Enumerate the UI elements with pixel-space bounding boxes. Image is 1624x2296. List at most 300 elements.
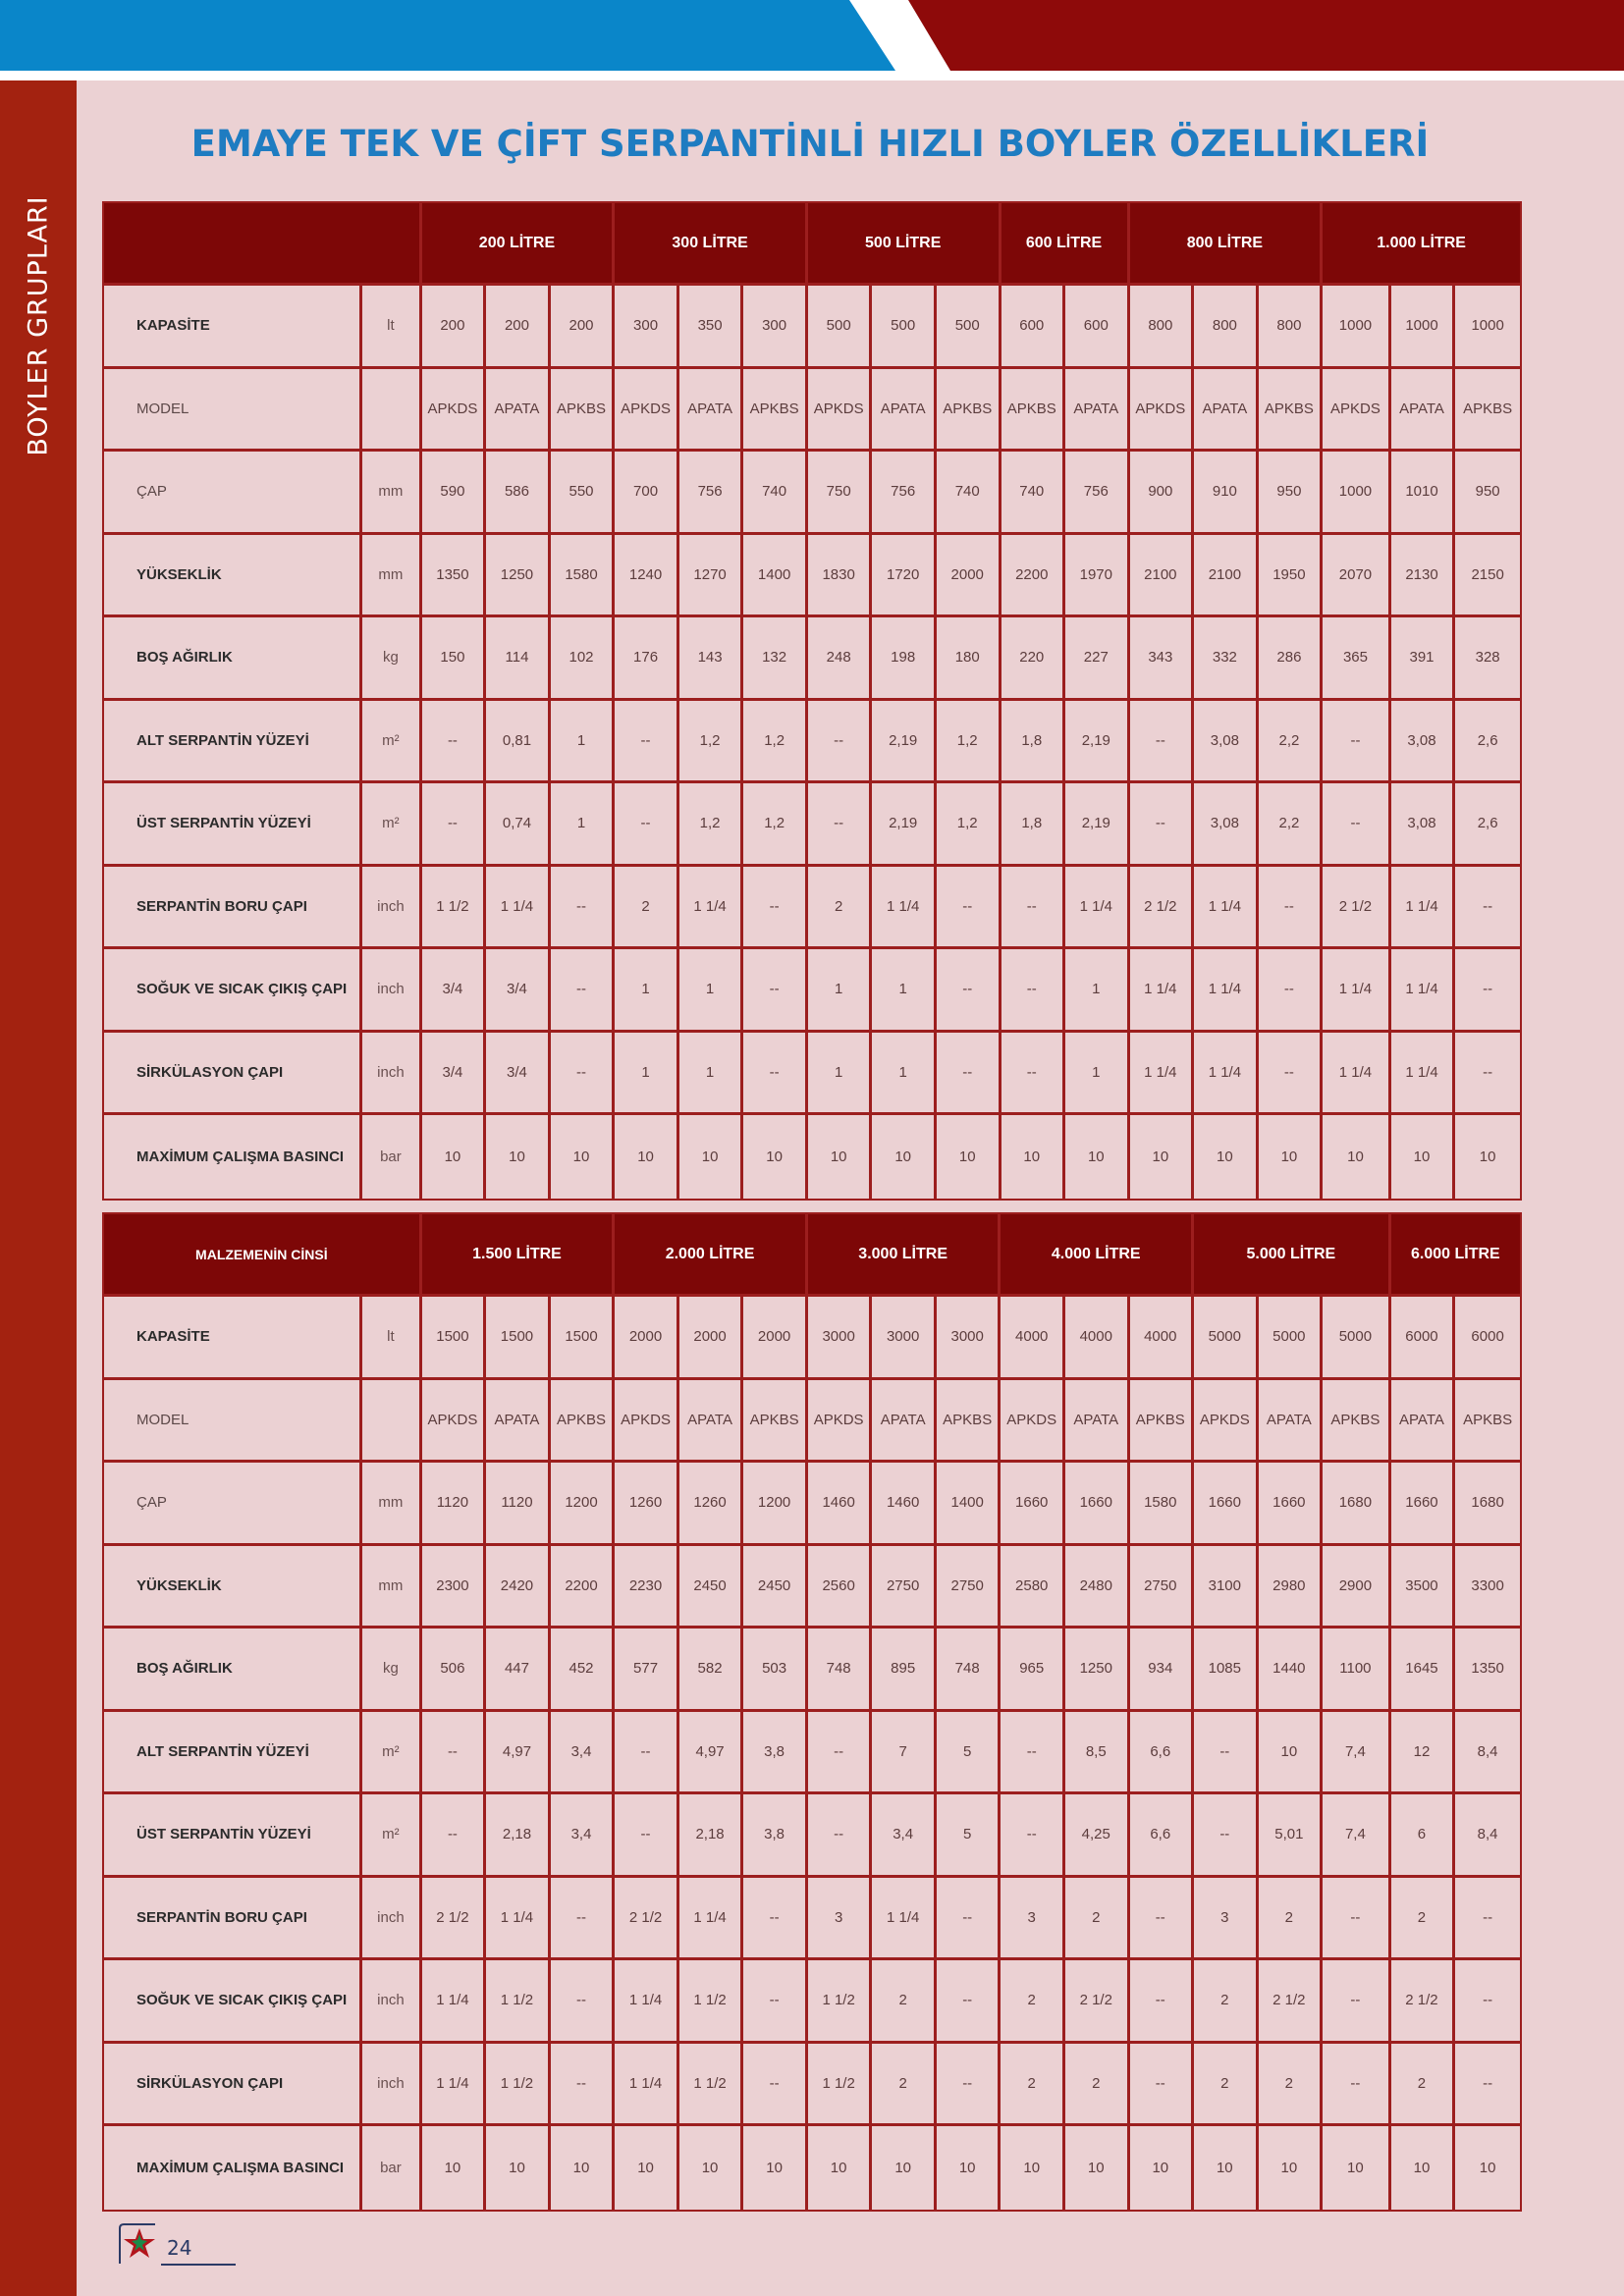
table-cell: 800 (1194, 286, 1259, 369)
table-cell: 10 (1323, 1115, 1391, 1199)
table-cell: 934 (1130, 1629, 1195, 1712)
table-cell: -- (422, 1794, 487, 1878)
table-cell: 343 (1130, 617, 1195, 701)
table-cell: 6,6 (1130, 1712, 1195, 1795)
table-cell: 176 (615, 617, 679, 701)
table-cell: 900 (1130, 452, 1195, 535)
table-1-group-header: 600 LİTRE (1001, 203, 1130, 286)
table-cell: APKBS (1130, 1380, 1195, 1464)
table-cell: 332 (1194, 617, 1259, 701)
table-cell: -- (1130, 2044, 1195, 2127)
table-cell: 10 (743, 2126, 808, 2210)
table-cell: 5 (937, 1712, 1001, 1795)
table-cell: 1010 (1391, 452, 1456, 535)
table-cell: -- (1455, 1033, 1520, 1116)
table-cell: 2,2 (1259, 783, 1324, 867)
table-cell: 2000 (679, 1297, 744, 1380)
table-cell: 10 (422, 2126, 487, 2210)
table-cell: 2750 (872, 1546, 937, 1629)
table-cell: 300 (615, 286, 679, 369)
table-cell: 1 1/4 (486, 867, 551, 950)
table-cell: APKDS (808, 369, 873, 453)
table-cell: 1 1/4 (615, 1960, 679, 2044)
row-unit (362, 1380, 422, 1464)
table-cell: 1 1/4 (486, 1878, 551, 1961)
page-title: EMAYE TEK VE ÇİFT SERPANTİNLİ HIZLI BOYLER ÖZELLİKLERİ (190, 123, 1430, 165)
table-cell: 4000 (1065, 1297, 1130, 1380)
table-cell: 500 (808, 286, 873, 369)
table-cell: 1500 (551, 1297, 616, 1380)
row-label: ALT SERPANTİN YÜZEYİ (104, 1712, 362, 1795)
table-cell: 0,81 (486, 701, 551, 784)
table-cell: APKBS (1455, 369, 1520, 453)
table-cell: 2300 (422, 1546, 487, 1629)
table-cell: 1 1/2 (808, 2044, 873, 2127)
table-cell: APATA (679, 1380, 744, 1464)
table-cell: 2 1/2 (422, 1878, 487, 1961)
table-cell: 1 (551, 701, 616, 784)
table-cell: APKDS (615, 1380, 679, 1464)
table-cell: -- (1259, 867, 1324, 950)
table-cell: 550 (551, 452, 616, 535)
table-cell: 500 (937, 286, 1001, 369)
table-cell: 1 1/2 (422, 867, 487, 950)
table-cell: 10 (1259, 1115, 1324, 1199)
table-cell: 1 1/4 (1194, 1033, 1259, 1116)
table-cell: 748 (808, 1629, 873, 1712)
table-cell: 286 (1259, 617, 1324, 701)
table-2-body (104, 1297, 1520, 2210)
table-cell: 2 1/2 (1065, 1960, 1130, 2044)
row-unit: inch (362, 1878, 422, 1961)
table-cell: 2,19 (872, 701, 937, 784)
table-cell: -- (1001, 949, 1066, 1033)
table-cell: 328 (1455, 617, 1520, 701)
table-cell: APKBS (1323, 1380, 1391, 1464)
table-cell: 1270 (679, 535, 744, 618)
table-cell: 3/4 (486, 1033, 551, 1116)
table-cell: 3,8 (743, 1794, 808, 1878)
table-cell: 1660 (1259, 1463, 1324, 1546)
table-cell: 2100 (1194, 535, 1259, 618)
row-unit: mm (362, 1463, 422, 1546)
table-cell: 748 (937, 1629, 1001, 1712)
table-cell: APATA (1194, 369, 1259, 453)
table-row (104, 1463, 1520, 1546)
table-cell: 2150 (1455, 535, 1520, 618)
table-cell: 200 (486, 286, 551, 369)
row-label: ÇAP (104, 1463, 362, 1546)
table-cell: 1,8 (1001, 701, 1066, 784)
table-cell: 1660 (1001, 1463, 1065, 1546)
table-cell: 3,08 (1194, 701, 1259, 784)
table-cell: 1,2 (937, 783, 1001, 867)
table-cell: 2480 (1065, 1546, 1130, 1629)
table-cell: 1680 (1455, 1463, 1520, 1546)
table-cell: 2 (1065, 1878, 1130, 1961)
table-cell: 1350 (1455, 1629, 1520, 1712)
table-cell: 1 1/2 (679, 1960, 744, 2044)
table-cell: 2,19 (1065, 701, 1130, 784)
table-row (104, 1380, 1520, 1464)
table-2-group-header: 1.500 LİTRE (422, 1214, 616, 1297)
table-cell: 1 (615, 1033, 679, 1116)
row-label: KAPASİTE (104, 1297, 362, 1380)
banner-graphic (0, 0, 1624, 79)
table-cell: 1645 (1391, 1629, 1456, 1712)
table-cell: APATA (486, 369, 551, 453)
table-cell: 500 (872, 286, 937, 369)
table-cell: 2980 (1259, 1546, 1324, 1629)
table-2-group-header: 5.000 LİTRE (1194, 1214, 1391, 1297)
table-cell: 1440 (1259, 1629, 1324, 1712)
row-unit: kg (362, 1629, 422, 1712)
table-cell: 6000 (1391, 1297, 1456, 1380)
table-cell: 10 (486, 2126, 551, 2210)
table-cell: 10 (551, 2126, 616, 2210)
table-cell: APATA (1259, 1380, 1324, 1464)
table-cell: -- (551, 1033, 616, 1116)
row-label: SİRKÜLASYON ÇAPI (104, 1033, 362, 1116)
table-cell: -- (1323, 1878, 1391, 1961)
table-cell: -- (808, 1712, 873, 1795)
table-cell: 2580 (1001, 1546, 1065, 1629)
table-cell: 1200 (551, 1463, 616, 1546)
table-cell: 391 (1391, 617, 1456, 701)
table-cell: 1660 (1194, 1463, 1259, 1546)
table-cell: 3,08 (1391, 701, 1456, 784)
table-cell: 3,08 (1194, 783, 1259, 867)
row-unit: mm (362, 452, 422, 535)
table-cell: -- (1001, 1033, 1066, 1116)
table-cell: 1970 (1065, 535, 1130, 618)
table-row (104, 1878, 1520, 1961)
table-cell: 1 1/4 (1323, 1033, 1391, 1116)
table-cell: APKDS (422, 369, 487, 453)
table-cell: 6,6 (1130, 1794, 1195, 1878)
table-cell: 2200 (551, 1546, 616, 1629)
star-logo-icon (116, 2220, 163, 2268)
table-cell: 3000 (808, 1297, 873, 1380)
table-cell: 6000 (1455, 1297, 1520, 1380)
table-1-group-header: 800 LİTRE (1130, 203, 1324, 286)
table-row (104, 1297, 1520, 1380)
table-cell: 2750 (1130, 1546, 1195, 1629)
table-2-header-row (104, 1214, 1520, 1297)
table-cell: 1 1/4 (679, 867, 744, 950)
table-row (104, 1794, 1520, 1878)
table-cell: 10 (808, 2126, 873, 2210)
row-label: KAPASİTE (104, 286, 362, 369)
table-cell: APKDS (1001, 1380, 1065, 1464)
table-cell: 350 (679, 286, 744, 369)
table-cell: 1950 (1259, 535, 1324, 618)
table-cell: 10 (1065, 2126, 1130, 2210)
table-cell: 150 (422, 617, 487, 701)
table-cell: 1 1/4 (679, 1878, 744, 1961)
table-cell: APATA (486, 1380, 551, 1464)
row-label: BOŞ AĞIRLIK (104, 617, 362, 701)
row-unit: mm (362, 535, 422, 618)
table-cell: 447 (486, 1629, 551, 1712)
table-cell: -- (808, 1794, 873, 1878)
table-cell: -- (743, 1878, 808, 1961)
table-cell: 1,2 (679, 701, 744, 784)
table-cell: 1000 (1323, 452, 1391, 535)
table-cell: 1 1/4 (872, 1878, 937, 1961)
table-cell: -- (743, 949, 808, 1033)
table-cell: 10 (679, 2126, 744, 2210)
table-cell: 2 (1001, 1960, 1065, 2044)
table-cell: 577 (615, 1629, 679, 1712)
table-2-group-header: 4.000 LİTRE (1001, 1214, 1194, 1297)
table-cell: 198 (872, 617, 937, 701)
table-cell: 1 (679, 1033, 744, 1116)
table-cell: 2230 (615, 1546, 679, 1629)
table-cell: 895 (872, 1629, 937, 1712)
table-cell: 2 (615, 867, 679, 950)
table-cell: 1250 (1065, 1629, 1130, 1712)
table-cell: 2,6 (1455, 701, 1520, 784)
table-cell: 10 (1479, 1148, 1496, 1165)
table-cell: 1 (615, 949, 679, 1033)
table-cell: 2 (1194, 2044, 1259, 2127)
table-cell: -- (615, 783, 679, 867)
table-2-group-header: 3.000 LİTRE (808, 1214, 1001, 1297)
table-cell: -- (1001, 867, 1066, 950)
table-cell: APKDS (1130, 369, 1195, 453)
table-cell: 1400 (937, 1463, 1001, 1546)
table-cell: 10 (937, 1115, 1001, 1199)
table-cell: APKDS (1323, 369, 1391, 453)
table-row (104, 1546, 1520, 1629)
table-1-header-label (104, 203, 422, 286)
row-unit: m² (362, 783, 422, 867)
table-cell: 1830 (808, 535, 873, 618)
table-cell: APATA (1391, 1380, 1456, 1464)
row-label: MODEL (104, 369, 362, 453)
table-cell: 2 (1391, 2044, 1456, 2127)
table-cell: 1240 (615, 535, 679, 618)
table-cell: 1580 (551, 535, 616, 618)
table-cell: 1 1/2 (486, 1960, 551, 2044)
table-row (104, 1115, 1520, 1199)
table-cell: 3100 (1194, 1546, 1259, 1629)
table-cell: 2,19 (1065, 783, 1130, 867)
table-cell: 2 (1194, 1960, 1259, 2044)
table-cell: -- (808, 701, 873, 784)
table-cell: 10 (808, 1115, 873, 1199)
table-cell: 2 1/2 (615, 1878, 679, 1961)
table-cell: 1460 (872, 1463, 937, 1546)
table-cell: 2 (872, 1960, 937, 2044)
table-cell: 750 (808, 452, 873, 535)
table-cell: APATA (679, 369, 744, 453)
table-cell: 1 (1065, 949, 1130, 1033)
table-cell: 3 (1001, 1878, 1065, 1961)
table-cell: -- (1455, 949, 1520, 1033)
table-cell: 3,4 (551, 1794, 616, 1878)
table-cell: 4,25 (1065, 1794, 1130, 1878)
table-cell: -- (551, 949, 616, 1033)
table-cell: 4000 (1001, 1297, 1065, 1380)
row-unit: lt (362, 286, 422, 369)
table-cell: -- (937, 2044, 1001, 2127)
row-unit: bar (362, 1115, 422, 1199)
row-label: SERPANTİN BORU ÇAPI (104, 1878, 362, 1961)
table-cell: 2 (1065, 2044, 1130, 2127)
table-cell: -- (1130, 1960, 1195, 2044)
table-row (104, 535, 1520, 618)
row-label: ÇAP (104, 452, 362, 535)
table-cell: 740 (1001, 452, 1066, 535)
table-cell: 1680 (1323, 1463, 1391, 1546)
row-label: ALT SERPANTİN YÜZEYİ (104, 701, 362, 784)
table-cell: 2000 (937, 535, 1001, 618)
table-cell: 5000 (1194, 1297, 1259, 1380)
table-cell: 10 (1194, 1115, 1259, 1199)
table-cell: -- (615, 1794, 679, 1878)
table-cell: 1000 (1455, 286, 1520, 369)
table-cell: 1120 (422, 1463, 487, 1546)
table-cell: 1 1/4 (1323, 949, 1391, 1033)
table-cell: -- (1130, 783, 1195, 867)
table-row (104, 949, 1520, 1033)
table-cell: 10 (743, 1115, 808, 1199)
table-cell: 1 1/4 (1391, 867, 1456, 950)
table-cell: -- (615, 701, 679, 784)
table-cell: APATA (1391, 369, 1456, 453)
side-strip (0, 80, 77, 2296)
table-cell: -- (551, 2044, 616, 2127)
table-1-header-row (104, 203, 1520, 286)
row-label: YÜKSEKLİK (104, 1546, 362, 1629)
table-cell: 3,08 (1391, 783, 1456, 867)
table-cell: 950 (1259, 452, 1324, 535)
table-cell: 0,74 (486, 783, 551, 867)
row-unit: m² (362, 1712, 422, 1795)
table-cell: 114 (486, 617, 551, 701)
table-cell: -- (1323, 1960, 1391, 2044)
table-cell: 1 1/4 (1130, 1033, 1195, 1116)
table-cell: 200 (422, 286, 487, 369)
table-cell: 2420 (486, 1546, 551, 1629)
table-cell: -- (937, 1878, 1001, 1961)
table-cell: 10 (1065, 1115, 1130, 1199)
table-cell: 1200 (743, 1463, 808, 1546)
row-label: MAXİMUM ÇALIŞMA BASINCI (104, 1115, 362, 1199)
table-cell: 3000 (872, 1297, 937, 1380)
table-cell: 2130 (1391, 535, 1456, 618)
table-cell: 5000 (1259, 1297, 1324, 1380)
table-cell: 10 (679, 1115, 744, 1199)
table-cell: 756 (1065, 452, 1130, 535)
table-cell: -- (1259, 1033, 1324, 1116)
table-cell: -- (551, 867, 616, 950)
table-cell: 1 1/2 (808, 1960, 873, 2044)
table-cell: 2,18 (679, 1794, 744, 1878)
row-unit: m² (362, 1794, 422, 1878)
table-cell: -- (808, 783, 873, 867)
table-cell: 10 (486, 1115, 551, 1199)
table-cell: 1460 (808, 1463, 873, 1546)
table-cell: -- (615, 1712, 679, 1795)
table-cell: -- (1130, 1878, 1195, 1961)
table-cell: 227 (1065, 617, 1130, 701)
table-row (104, 2126, 1520, 2210)
table-cell: 3 (808, 1878, 873, 1961)
table-cell: 1 (872, 1033, 937, 1116)
row-label: YÜKSEKLİK (104, 535, 362, 618)
table-cell: -- (1323, 783, 1391, 867)
table-cell: -- (937, 949, 1001, 1033)
table-cell: -- (1455, 1878, 1520, 1961)
table-cell: 5 (937, 1794, 1001, 1878)
table-cell: 1000 (1391, 286, 1456, 369)
table-cell: 2450 (743, 1546, 808, 1629)
table-cell: 506 (422, 1629, 487, 1712)
row-unit: inch (362, 2044, 422, 2127)
table-cell: 1 1/4 (1194, 949, 1259, 1033)
table-cell: -- (551, 1878, 616, 1961)
table-cell: 1000 (1323, 286, 1391, 369)
table-cell: 2,2 (1259, 701, 1324, 784)
table-cell: 10 (1259, 2126, 1324, 2210)
table-cell: 1580 (1130, 1463, 1195, 1546)
row-unit: bar (362, 2126, 422, 2210)
table-cell: 10 (1323, 2126, 1391, 2210)
table-cell: APATA (872, 369, 937, 453)
table-cell: 2450 (679, 1546, 744, 1629)
table-cell: -- (1455, 2044, 1520, 2127)
table-cell: 1 1/4 (1391, 1033, 1456, 1116)
table-cell: 10 (1391, 1115, 1456, 1199)
table-cell: 950 (1455, 452, 1520, 535)
table-row (104, 1712, 1520, 1795)
table-2-group-header: 2.000 LİTRE (615, 1214, 808, 1297)
table-cell: -- (937, 867, 1001, 950)
row-unit: inch (362, 949, 422, 1033)
row-label: SOĞUK VE SICAK ÇIKIŞ ÇAPI (104, 949, 362, 1033)
row-unit: inch (362, 1960, 422, 2044)
table-cell: -- (1455, 1960, 1520, 2044)
table-cell: 248 (808, 617, 873, 701)
table-cell: 586 (486, 452, 551, 535)
spec-table-2 (102, 1212, 1522, 2212)
table-cell: 1 1/4 (422, 2044, 487, 2127)
table-2-group-header: 6.000 LİTRE (1391, 1214, 1520, 1297)
table-cell: 220 (1001, 617, 1066, 701)
table-cell: 2 (1391, 1878, 1456, 1961)
row-label: ÜST SERPANTİN YÜZEYİ (104, 783, 362, 867)
side-label: BOYLER GRUPLARI (23, 195, 54, 456)
table-1-body (104, 286, 1520, 1199)
table-cell: 5,01 (1259, 1794, 1324, 1878)
table-cell: 365 (1323, 617, 1391, 701)
table-cell: APKBS (743, 1380, 808, 1464)
table-cell: 1,2 (937, 701, 1001, 784)
spec-table-1 (102, 201, 1522, 1201)
table-1-group-header: 300 LİTRE (615, 203, 808, 286)
table-cell: 2100 (1130, 535, 1195, 618)
table-cell: 10 (1259, 1712, 1324, 1795)
row-label: ÜST SERPANTİN YÜZEYİ (104, 1794, 362, 1878)
table-cell: -- (937, 1033, 1001, 1116)
table-cell: 3/4 (422, 949, 487, 1033)
table-cell: 1660 (1391, 1463, 1456, 1546)
row-unit: mm (362, 1546, 422, 1629)
row-label: BOŞ AĞIRLIK (104, 1629, 362, 1712)
